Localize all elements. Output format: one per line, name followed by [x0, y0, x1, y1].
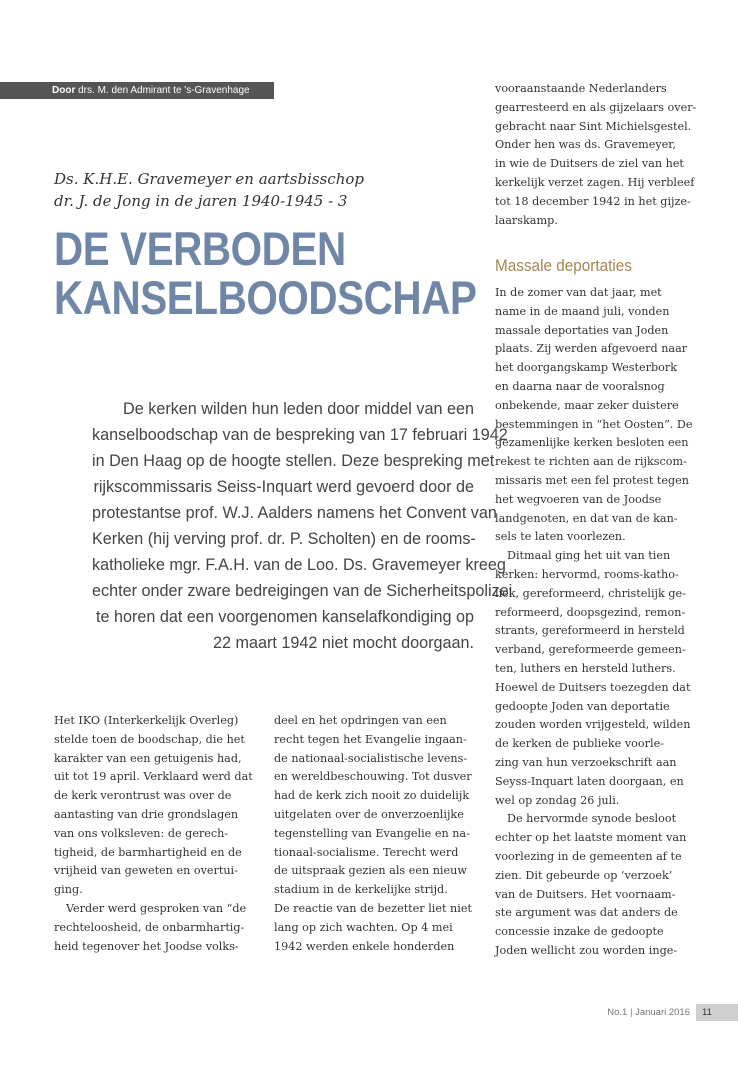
text-line: ten, luthers en hersteld luthers. — [495, 661, 676, 675]
text-line: protestantse prof. W.J. Aalders namens het Convent van — [92, 504, 497, 522]
text-line: vrijheid van geweten en overtui- — [54, 864, 238, 878]
text-line: gezamenlijke kerken besloten een — [495, 436, 689, 450]
text-line: 22 maart 1942 niet mocht doorgaan. — [213, 634, 474, 652]
text-line: het doorgangskamp Westerbork — [495, 361, 678, 375]
text-line: Hoewel de Duitsers toezegden dat — [495, 680, 691, 694]
text-line: bestemmingen in “het Oosten”. De — [495, 417, 693, 431]
issue-label: No.1 | Januari 2016 — [607, 1007, 690, 1018]
text-line: de nationaal-socialistische levens- — [274, 751, 468, 765]
text-line: onbekende, maar zeker duistere — [495, 398, 679, 412]
headline-line: KANSELBOODSCHAP — [54, 271, 477, 324]
text-line: name in de maand juli, vonden — [495, 304, 670, 318]
text-line: echter op het laatste moment van — [495, 831, 687, 845]
intro-paragraph — [92, 396, 513, 656]
text-line: en wereldbeschouwing. Tot dusver — [274, 770, 472, 784]
article-headline — [54, 222, 477, 324]
text-line: Het IKO (Interkerkelijk Overleg) — [54, 714, 239, 727]
text-line: deel en het opdringen van een — [274, 714, 447, 727]
byline-author: drs. M. den Admirant te 's-Gravenhage — [78, 85, 250, 96]
text-line: wel op zondag 26 juli. — [495, 793, 620, 807]
text-line: rekest te richten aan de rijkscom- — [495, 455, 687, 469]
text-line: gebracht naar Sint Michielsgestel. — [495, 119, 692, 133]
text-line: Joden wellicht zou worden inge- — [495, 943, 678, 957]
text-line: zouden worden vrijgesteld, wilden — [495, 718, 691, 732]
text-line: karakter van een getuigenis had, — [54, 751, 242, 765]
text-line: vooraanstaande Nederlanders — [495, 82, 667, 95]
text-line: gearresteerd en als gijzelaars over- — [495, 100, 697, 114]
subtitle-line: dr. J. de Jong in de jaren 1940-1945 - 3 — [54, 192, 348, 210]
text-line: kerken: hervormd, rooms-katho- — [495, 567, 679, 581]
text-line: sels te laten voorlezen. — [495, 530, 626, 544]
section-heading: Massale deportaties — [495, 256, 632, 275]
text-line: voorlezing in de gemeenten af te — [495, 849, 682, 863]
text-line: stadium in de kerkelijke strijd. — [274, 883, 448, 897]
text-line: stelde toen de boodschap, die het — [54, 732, 245, 746]
text-line: de kerk verontrust was over de — [54, 789, 232, 803]
text-line: De kerken wilden hun leden door middel van een — [123, 400, 474, 418]
text-line: recht tegen het Evangelie ingaan- — [274, 732, 467, 746]
text-line: tegenstelling van Evangelie en na- — [274, 826, 470, 840]
text-line: tot 18 december 1942 in het gijze- — [495, 194, 691, 208]
text-line: 1942 werden enkele honderden — [274, 939, 455, 953]
text-line: aantasting van drie grondslagen — [54, 807, 239, 821]
text-line: Verder werd gesproken van “de — [66, 901, 247, 915]
text-line: echter onder zware bedreigingen van de Sicherheitspolizei — [92, 582, 513, 600]
text-line: laarskamp. — [495, 213, 558, 227]
byline-prefix: Door — [52, 85, 76, 96]
text-line: De reactie van de bezetter liet niet — [274, 901, 472, 915]
text-line: de uitspraak gezien als een nieuw — [274, 864, 467, 878]
text-line: kerkelijk verzet zagen. Hij verbleef — [495, 175, 695, 189]
body-column-1 — [54, 712, 254, 956]
subtitle-line: Ds. K.H.E. Gravemeyer en aartsbisschop — [54, 170, 364, 188]
text-line: reformeerd, doopsgezind, remon- — [495, 605, 686, 619]
text-line: uitgelaten over de onverzoenlijke — [274, 807, 464, 821]
text-line: te horen dat een voorgenomen kanselafkondiging op — [96, 608, 474, 626]
body-column-3-bottom — [495, 284, 710, 961]
text-line: strants, gereformeerd in hersteld — [495, 624, 685, 638]
headline-line: DE VERBODEN — [54, 222, 346, 275]
text-line: het wegvoeren van de Joodse — [495, 492, 662, 506]
text-line: lang op zich wachten. Op 4 mei — [274, 920, 453, 934]
text-line: van ons volksleven: de gerech- — [54, 826, 229, 840]
text-line: uit tot 19 april. Verklaard werd dat — [54, 770, 253, 784]
text-line: Ditmaal ging het uit van tien — [507, 549, 671, 563]
text-line: verband, gereformeerde gemeen- — [495, 643, 686, 657]
text-line: in Den Haag op de hoogte stellen. Deze bespreking met — [92, 452, 495, 470]
byline — [0, 82, 274, 99]
text-line: tionaal-socialisme. Terecht werd — [274, 845, 459, 859]
text-line: massale deportaties van Joden — [495, 323, 669, 337]
text-line: heid tegenover het Joodse volks- — [54, 939, 239, 953]
text-line: Kerken (hij verving prof. dr. P. Scholten) en de rooms- — [92, 530, 476, 548]
text-line: en daarna naar de vooralsnog — [495, 379, 665, 393]
body-column-2 — [274, 712, 474, 956]
article-subtitle — [54, 168, 474, 212]
text-line: had de kerk zich nooit zo duidelijk — [274, 789, 470, 803]
text-line: ste argument was dat anders de — [495, 906, 678, 920]
text-line: In de zomer van dat jaar, met — [495, 286, 662, 299]
text-line: katholieke mgr. F.A.H. van de Loo. Ds. Gravemeyer kreeg — [92, 556, 506, 574]
text-line: plaats. Zij werden afgevoerd naar — [495, 342, 688, 356]
text-line: in wie de Duitsers de ziel van het — [495, 157, 684, 171]
text-line: ging. — [54, 883, 83, 897]
page-footer — [560, 1004, 738, 1021]
text-line: van de Duitsers. Het voornaam- — [495, 887, 676, 901]
text-line: rijkscommissaris Seiss-Inquart werd gevoerd door de — [93, 478, 474, 496]
text-line: landgenoten, en dat van de kan- — [495, 511, 678, 525]
text-line: Seyss-Inquart laten doorgaan, en — [495, 774, 684, 788]
text-line: De hervormde synode besloot — [507, 812, 677, 826]
text-line: concessie inzake de gedoopte — [495, 925, 664, 939]
body-column-3-top — [495, 80, 710, 230]
text-line: tigheid, de barmhartigheid en de — [54, 845, 242, 859]
text-line: rechteloosheid, de onbarmhartig- — [54, 920, 245, 934]
text-line: gedoopte Joden van deportatie — [495, 699, 670, 713]
text-line: missaris met een fel protest tegen — [495, 473, 690, 487]
text-line: liek, gereformeerd, christelijk ge- — [495, 586, 686, 600]
text-line: kanselboodschap van de bespreking van 17 februari 1942 — [92, 426, 508, 444]
text-line: Onder hen was ds. Gravemeyer, — [495, 138, 676, 152]
text-line: zing van hun verzoekschrift aan — [495, 755, 677, 769]
text-line: de kerken de publieke voorle- — [495, 737, 664, 751]
text-line: zien. Dit gebeurde op ‘verzoek’ — [495, 868, 673, 882]
page-number: 11 — [696, 1004, 738, 1021]
